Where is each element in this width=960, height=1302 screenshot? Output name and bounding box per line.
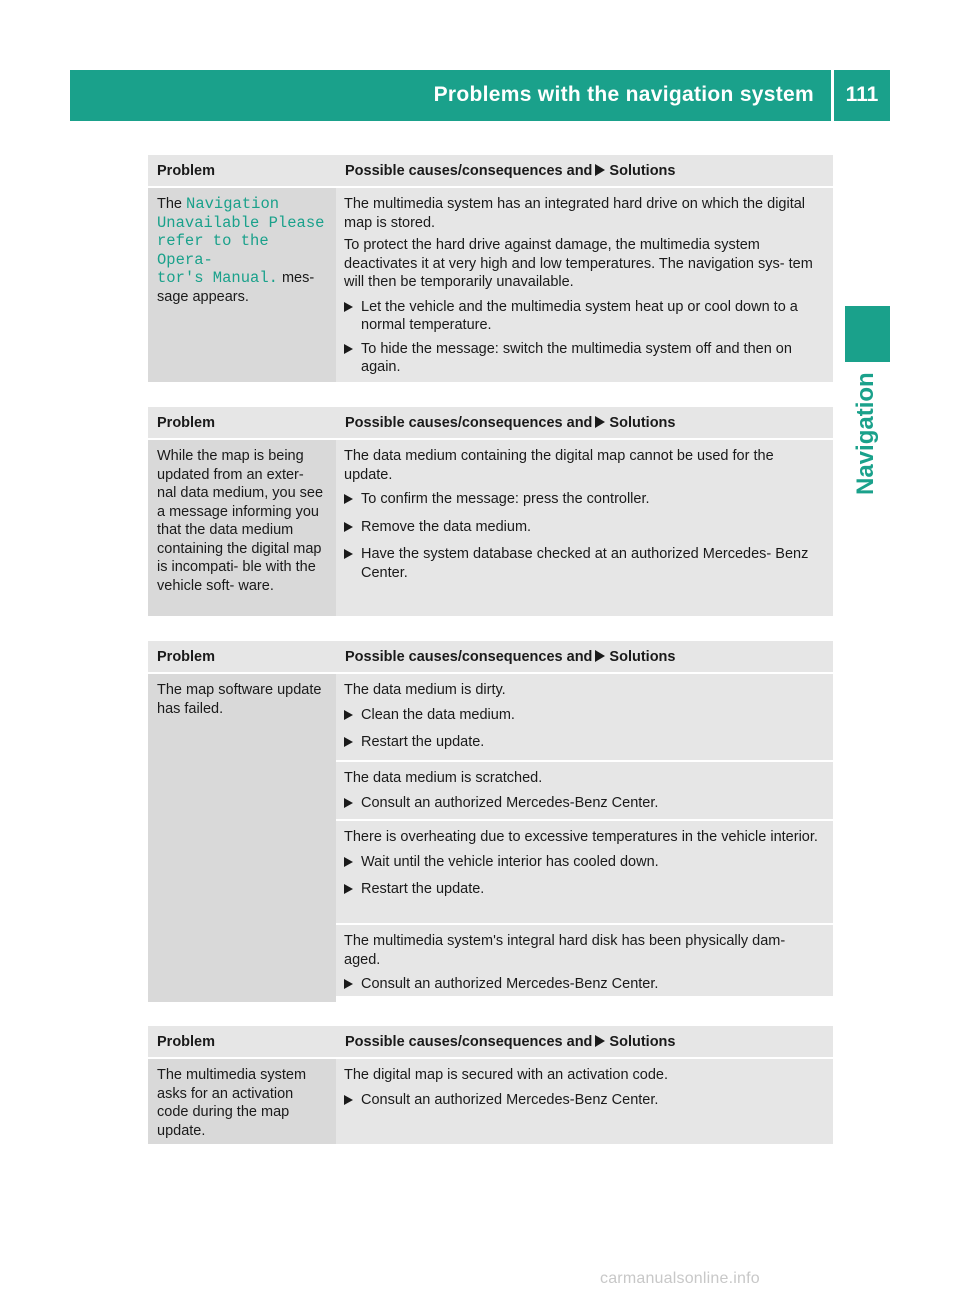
step-arrow-icon [344,1095,353,1105]
cause-text: The data medium containing the digital map cannot be used for the update. [344,448,774,483]
solution-section [336,923,833,996]
table-header [148,1026,833,1059]
problem-column-header: Problem [157,163,216,179]
solution-section [336,760,833,819]
problem-column-header: Problem [157,1034,216,1050]
solution-step: Have the system database checked at an authorized Mercedes- Benz Center. [344,545,825,582]
step-arrow-icon [344,549,353,559]
table-header [148,407,833,440]
solutions-cell [336,188,833,382]
cause-text: The digital map is secured with an activation code. [344,1067,669,1083]
arrow-icon [595,1035,605,1047]
solutions-column-header: Possible causes/consequences and Solutions [345,415,676,431]
solution-step: Restart the update. [344,880,825,899]
step-arrow-icon [344,737,353,747]
solution-step: Clean the data medium. [344,706,825,725]
solution-step: Let the vehicle and the multimedia system heat up or cool down to a normal temperature. [344,298,825,335]
step-arrow-icon [344,344,353,354]
cause-text: To protect the hard drive against damage, the multimedia system deactivates it at very high and low temperatures. The navigation sys- tem will then be temporarily unavailable. [344,237,813,290]
solution-section [336,440,833,616]
problem-table-4 [148,1026,833,1144]
step-arrow-icon [344,798,353,808]
solutions-cell [336,440,833,616]
section-tab-label: Navigation [852,372,879,495]
section-tab-marker [845,306,890,362]
solutions-column-header: Possible causes/consequences and Solutions [345,649,676,665]
solution-section [336,1059,833,1144]
solution-step: To confirm the message: press the controller. [344,490,825,509]
solution-step: Consult an authorized Mercedes-Benz Center. [344,1091,825,1110]
solution-step: Remove the data medium. [344,518,825,537]
problem-cell: The Navigation Unavailable Please refer to the Opera‐ tor's Manual. mes- sage appears. [148,188,336,382]
solutions-column-header: Possible causes/consequences and Solutions [345,1034,676,1050]
solutions-cell [336,1059,833,1144]
page-number: 111 [845,83,879,106]
cause-text: The multimedia system's integral hard disk has been physically dam- aged. [344,933,786,968]
solution-step: Consult an authorized Mercedes-Benz Center. [344,794,825,813]
watermark: carmanualsonline.info [600,1270,760,1287]
header-bar [70,70,890,121]
display-message-code: Navigation [186,195,280,213]
problem-column-header: Problem [157,415,216,431]
table-row [148,1059,833,1144]
page-title: Problems with the navigation system [433,83,814,106]
solution-step: To hide the message: switch the multimedia system off and then on again. [344,340,825,377]
solutions-column-header: Possible causes/consequences and Solutions [345,163,676,179]
arrow-icon [595,164,605,176]
solution-section [336,819,833,923]
step-arrow-icon [344,857,353,867]
problem-table-1 [148,155,833,382]
step-arrow-icon [344,302,353,312]
table-row [148,440,833,616]
problem-cell: The multimedia system asks for an activation code during the map update. [148,1059,336,1144]
solutions-cell [336,674,833,1002]
solution-step: Consult an authorized Mercedes-Benz Center. [344,975,825,994]
cause-text: The data medium is dirty. [344,682,506,698]
cause-text: There is overheating due to excessive temperatures in the vehicle interior. [344,829,818,845]
solution-section [336,674,833,760]
step-arrow-icon [344,494,353,504]
step-arrow-icon [344,884,353,894]
cause-text: The multimedia system has an integrated hard drive on which the digital map is stored. [344,196,806,231]
solution-step: Restart the update. [344,733,825,752]
problem-table-2 [148,407,833,616]
arrow-icon [595,650,605,662]
step-arrow-icon [344,979,353,989]
cause-text: The data medium is scratched. [344,770,543,786]
problem-cell: The map software update has failed. [148,674,336,1002]
table-row [148,188,833,382]
solution-step: Wait until the vehicle interior has cooled down. [344,853,825,872]
step-arrow-icon [344,710,353,720]
arrow-icon [595,416,605,428]
table-row [148,674,833,1002]
problem-table-3 [148,641,833,1002]
solution-section [336,188,833,382]
table-header [148,155,833,188]
table-header [148,641,833,674]
step-arrow-icon [344,522,353,532]
problem-cell: While the map is being updated from an exter- nal data medium, you see a message informing you that the data medium containing the digital map is incompati- ble with the vehicle soft- ware. [148,440,336,616]
problem-column-header: Problem [157,649,216,665]
